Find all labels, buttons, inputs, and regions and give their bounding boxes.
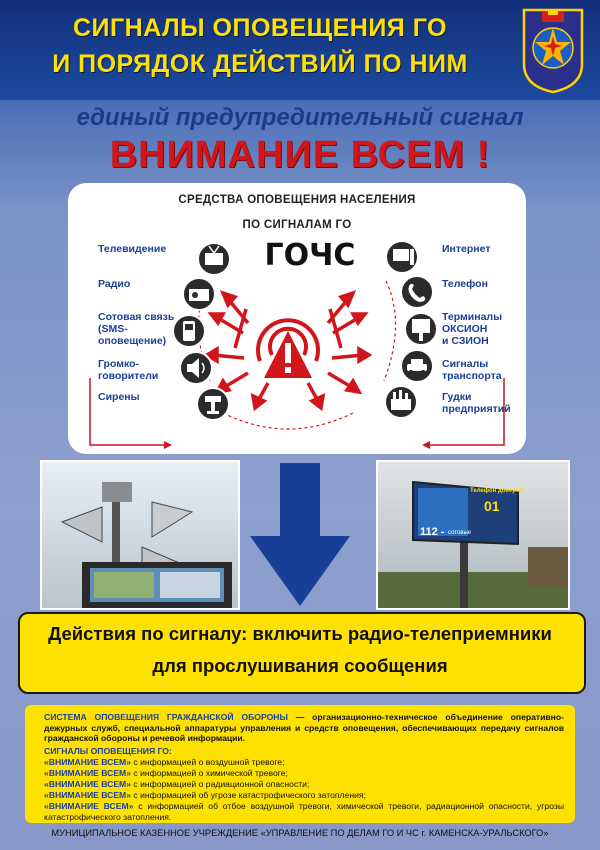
label-transport-signals: Сигналы транспорта: [442, 358, 502, 382]
gochs-center-label: ГОЧС: [264, 238, 356, 273]
mobile-phone-icon: [173, 315, 205, 347]
label-internet: Интернет: [442, 243, 491, 255]
label-cellular: Сотовая связь (SMS- оповещение): [98, 311, 175, 347]
mchs-emblem-icon: [520, 6, 586, 94]
definition-text: — организационно-техническое объединение оперативно-дежурных служб, специальной аппаратуры управления и средств оповещения, обеспечивающих передачу сигналов гражданской обороны и речевой информации.: [44, 712, 564, 744]
label-radio: Радио: [98, 278, 131, 290]
sign-number: 01: [484, 498, 500, 514]
photo-loudspeakers-control: [40, 460, 240, 610]
page-title-line2: И ПОРЯДОК ДЕЙСТВИЙ ПО НИМ: [52, 50, 468, 78]
definition-term: СИСТЕМА ОПОВЕЩЕНИЯ ГРАЖДАНСКОЙ ОБОРОНЫ: [44, 712, 288, 722]
down-arrow-icon: [240, 458, 360, 608]
telephone-icon: [401, 276, 433, 308]
radio-icon: [183, 278, 215, 310]
action-line1: Действия по сигналу: включить радио-телеприемники: [48, 623, 552, 644]
terminal-icon: [405, 313, 437, 345]
footer-organization: МУНИЦИПАЛЬНОЕ КАЗЕННОЕ УЧРЕЖДЕНИЕ «УПРАВЛЕНИЕ ПО ДЕЛАМ ГО И ЧС г. КАМЕНСКА-УРАЛЬСКОГО»: [51, 828, 549, 838]
diagram-title-line2: ПО СИГНАЛАМ ГО: [242, 219, 352, 231]
sign-text-left: 112 -: [420, 526, 445, 538]
computer-icon: [386, 241, 418, 273]
label-television: Телевидение: [98, 243, 167, 255]
factory-icon: [385, 386, 417, 418]
label-telephone: Телефон: [442, 278, 488, 290]
subtitle-unified-signal: единый предупредительный сигнал: [76, 104, 524, 131]
signal-text: с информацией об угрозе катастрофического затопления;: [131, 790, 366, 800]
subtitle-attention-all: ВНИМАНИЕ ВСЕМ !: [109, 134, 491, 176]
signal-name: «ВНИМАНИЕ ВСЕМ»: [44, 768, 131, 778]
signal-name: «ВНИМАНИЕ ВСЕМ»: [44, 779, 131, 789]
car-icon: [401, 350, 433, 382]
definition-paragraph: [44, 712, 564, 744]
signal-item-3: [44, 779, 564, 790]
sign-small-text: Телефон доверия: [470, 488, 524, 494]
action-line2: для прослушивания сообщения: [152, 655, 448, 676]
tv-icon: [198, 243, 230, 275]
signal-item-1: [44, 757, 564, 768]
label-sirens: Сирены: [98, 391, 140, 403]
signal-text: с информацией о радиационной опасности;: [131, 779, 310, 789]
diagram-title-line1: СРЕДСТВА ОПОВЕЩЕНИЯ НАСЕЛЕНИЯ: [178, 194, 416, 206]
signal-item-5: [44, 801, 564, 822]
label-loudspeakers: Громко- говорители: [98, 358, 159, 382]
label-factory-horns: Гудки предприятий: [442, 391, 511, 415]
siren-icon: [197, 388, 229, 420]
signals-heading: СИГНАЛЫ ОПОВЕЩЕНИЯ ГО:: [44, 746, 172, 756]
photo-info-terminal: [376, 460, 570, 610]
loudspeaker-icon: [180, 352, 212, 384]
sign-text-bottom: сотовые: [448, 530, 472, 536]
label-terminals: Терминалы ОКСИОН и СЗИОН: [442, 311, 503, 347]
signal-name: «ВНИМАНИЕ ВСЕМ»: [44, 757, 131, 767]
signal-text: с информацией о воздушной тревоге;: [131, 757, 285, 767]
signal-item-4: [44, 790, 564, 801]
page-title-line1: СИГНАЛЫ ОПОВЕЩЕНИЯ ГО: [72, 14, 448, 42]
signal-text: с информацией о химической тревоге;: [131, 768, 288, 778]
signal-text: с информацией об отбое воздушной тревоги, химической тревоги, радиационной опасности, угрозы катастрофического затопления.: [44, 801, 564, 822]
signal-item-2: [44, 768, 564, 779]
signal-name: «ВНИМАНИЕ ВСЕМ»: [44, 790, 131, 800]
signal-name: «ВНИМАНИЕ ВСЕМ»: [44, 801, 134, 811]
